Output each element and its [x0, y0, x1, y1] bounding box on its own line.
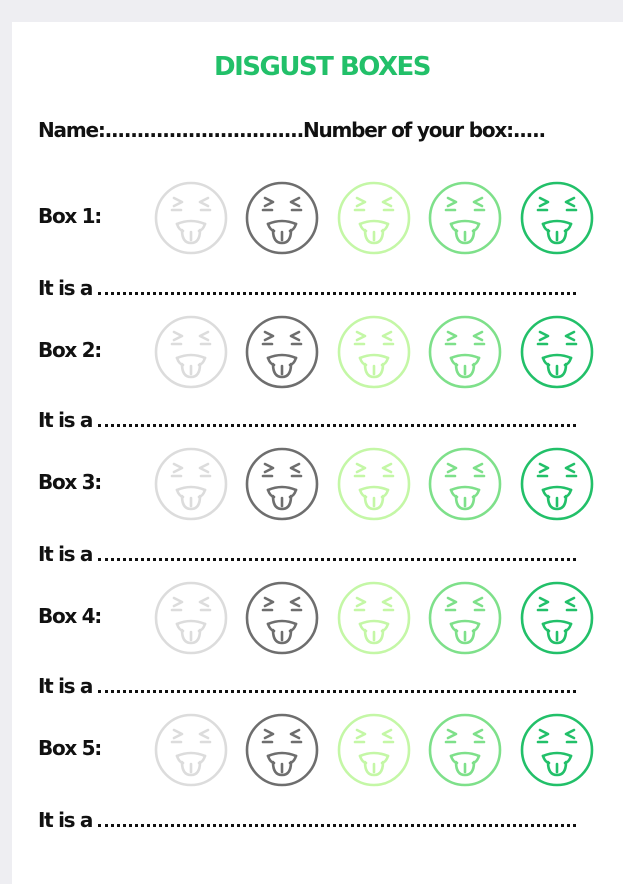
disgusted-face-icon[interactable] — [336, 446, 412, 522]
disgusted-face-icon[interactable] — [519, 580, 595, 656]
box-label: Box 4: — [38, 604, 101, 628]
box-row-5 — [12, 712, 623, 792]
answer-line[interactable] — [38, 408, 576, 432]
box-row-4 — [12, 580, 623, 660]
box-row-2 — [12, 314, 623, 394]
disgusted-face-icon[interactable] — [153, 180, 229, 256]
disgusted-face-icon[interactable] — [153, 712, 229, 788]
box-row-1 — [12, 180, 623, 260]
box-label: Box 3: — [38, 470, 101, 494]
disgusted-face-icon[interactable] — [244, 580, 320, 656]
answer-prefix: It is a — [38, 276, 93, 300]
disgusted-face-icon[interactable] — [519, 446, 595, 522]
disgusted-face-icon[interactable] — [336, 712, 412, 788]
answer-blank[interactable] — [98, 422, 576, 427]
answer-prefix: It is a — [38, 808, 93, 832]
disgusted-face-icon[interactable] — [244, 314, 320, 390]
answer-blank[interactable] — [98, 688, 576, 693]
answer-prefix: It is a — [38, 674, 93, 698]
disgusted-face-icon[interactable] — [519, 180, 595, 256]
answer-blank[interactable] — [98, 556, 576, 561]
disgusted-face-icon[interactable] — [153, 446, 229, 522]
worksheet-page — [12, 22, 623, 884]
answer-blank[interactable] — [98, 290, 576, 295]
answer-line[interactable] — [38, 808, 576, 832]
disgusted-face-icon[interactable] — [519, 314, 595, 390]
disgusted-face-icon[interactable] — [336, 180, 412, 256]
box-label: Box 5: — [38, 736, 101, 760]
disgusted-face-icon[interactable] — [427, 712, 503, 788]
disgusted-face-icon[interactable] — [153, 314, 229, 390]
box-row-3 — [12, 446, 623, 526]
disgusted-face-icon[interactable] — [336, 580, 412, 656]
disgusted-face-icon[interactable] — [244, 180, 320, 256]
disgusted-face-icon[interactable] — [427, 180, 503, 256]
box-label: Box 2: — [38, 338, 101, 362]
disgusted-face-icon[interactable] — [427, 446, 503, 522]
answer-blank[interactable] — [98, 822, 576, 827]
disgusted-face-icon[interactable] — [153, 580, 229, 656]
disgusted-face-icon[interactable] — [519, 712, 595, 788]
answer-line[interactable] — [38, 276, 576, 300]
disgusted-face-icon[interactable] — [427, 580, 503, 656]
disgusted-face-icon[interactable] — [427, 314, 503, 390]
answer-line[interactable] — [38, 674, 576, 698]
name-and-box-number-line: Name:...............................Number of your box:..... — [38, 118, 545, 142]
disgusted-face-icon[interactable] — [336, 314, 412, 390]
page-title: DISGUST BOXES — [214, 52, 430, 82]
answer-prefix: It is a — [38, 542, 93, 566]
answer-prefix: It is a — [38, 408, 93, 432]
disgusted-face-icon[interactable] — [244, 712, 320, 788]
box-label: Box 1: — [38, 204, 101, 228]
disgusted-face-icon[interactable] — [244, 446, 320, 522]
answer-line[interactable] — [38, 542, 576, 566]
